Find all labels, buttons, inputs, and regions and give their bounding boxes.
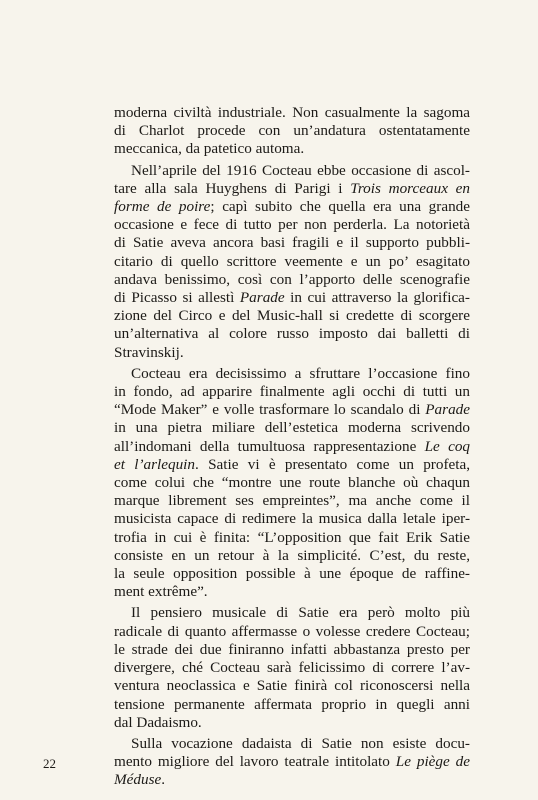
text-run: mento migliore del lavoro teatrale intitolato bbox=[114, 753, 396, 771]
paragraph bbox=[114, 104, 470, 159]
page-number: 22 bbox=[43, 756, 56, 771]
text-line bbox=[114, 456, 470, 474]
text-line bbox=[114, 583, 470, 601]
text-line bbox=[114, 162, 470, 180]
text-line bbox=[114, 696, 470, 714]
text-line bbox=[114, 325, 470, 343]
text-run: divergere, ché Cocteau sarà felicissimo di correre l’av- bbox=[114, 659, 470, 677]
text-line bbox=[114, 565, 470, 583]
text-line bbox=[114, 307, 470, 325]
text-run: meccanica, da patetico automa. bbox=[114, 140, 305, 158]
text-run: Cocteau era decisissimo a sfruttare l’occasione fino bbox=[131, 364, 470, 382]
text-run: consiste en un retour à la simplicité. C’est, du reste, bbox=[114, 546, 470, 564]
text-run: . Satie vi è presentato come un profeta, bbox=[195, 455, 471, 473]
text-run: in fondo, ad apparire finalmente agli occhi di tutti un bbox=[114, 383, 470, 401]
text-line bbox=[114, 677, 470, 695]
text-line bbox=[114, 253, 470, 271]
text-line bbox=[114, 365, 470, 383]
text-run: la seule opposition possible à une époque de raffine- bbox=[114, 565, 470, 583]
italic-text: Le coq bbox=[424, 437, 471, 455]
text-run: di Satie aveva ancora basi fragili e il supporto pubbli- bbox=[114, 234, 470, 252]
text-line bbox=[114, 383, 470, 401]
text-run: andava benissimo, così con l’apporto delle scenografie bbox=[114, 270, 470, 288]
text-line bbox=[114, 492, 470, 510]
text-line bbox=[114, 198, 470, 216]
text-line bbox=[114, 753, 470, 771]
text-run: tare alla sala Huyghens di Parigi i bbox=[114, 179, 351, 197]
text-line bbox=[114, 771, 470, 789]
text-line bbox=[114, 216, 470, 234]
text-line bbox=[114, 289, 470, 307]
text-run: ; capì subito che quella era una grande bbox=[210, 198, 470, 216]
text-line bbox=[114, 474, 470, 492]
italic-text: Méduse bbox=[114, 771, 162, 789]
body-text bbox=[114, 104, 470, 793]
text-run: ment extrême”. bbox=[114, 583, 208, 601]
text-run: come colui che “montre une route blanche où chaqun bbox=[114, 474, 470, 492]
paragraph bbox=[114, 162, 470, 362]
italic-text: Parade bbox=[425, 401, 470, 419]
text-run: in cui attraverso la glorifica- bbox=[284, 289, 470, 307]
text-run: Il pensiero musicale di Satie era però molto più bbox=[131, 604, 470, 622]
text-run: radicale di quanto affermasse o volesse credere Cocteau; bbox=[114, 622, 470, 640]
text-run: Sulla vocazione dadaista di Satie non esiste docu- bbox=[131, 734, 470, 752]
text-line bbox=[114, 529, 470, 547]
text-line bbox=[114, 659, 470, 677]
italic-text: forme de poire bbox=[114, 198, 211, 216]
text-run: le strade dei due finiranno infatti abbastanza presto per bbox=[114, 640, 470, 658]
italic-text: Trois morceaux en bbox=[350, 179, 470, 197]
text-line bbox=[114, 234, 470, 252]
text-run: un’alternativa al colore russo imposto dai balletti di bbox=[114, 325, 470, 343]
text-line bbox=[114, 623, 470, 641]
text-line bbox=[114, 104, 470, 122]
text-line bbox=[114, 510, 470, 528]
paragraph bbox=[114, 365, 470, 602]
text-run: ventura neoclassica e Satie finirà col riconoscersi nella bbox=[114, 677, 470, 695]
text-line bbox=[114, 438, 470, 456]
text-run: tensione permanente affermata proprio in quegli anni bbox=[114, 695, 470, 713]
text-run: moderna civiltà industriale. Non casualmente la sagoma bbox=[114, 104, 470, 121]
text-run: all’indomani della tumultuosa rappresentazione bbox=[114, 437, 425, 455]
text-line bbox=[114, 140, 470, 158]
text-line bbox=[114, 641, 470, 659]
text-line bbox=[114, 271, 470, 289]
paragraph bbox=[114, 604, 470, 731]
text-line bbox=[114, 180, 470, 198]
text-line bbox=[114, 714, 470, 732]
text-run: di Picasso si allestì bbox=[114, 289, 240, 307]
text-run: citario di quello scrittore veemente e un po’ esagitato bbox=[114, 252, 470, 270]
text-line bbox=[114, 401, 470, 419]
text-line bbox=[114, 604, 470, 622]
paragraph bbox=[114, 735, 470, 790]
text-run: zione del Circo e del Music-hall si credette di scorgere bbox=[114, 307, 470, 325]
text-run: in una pietra miliare dell’estetica moderna scrivendo bbox=[114, 419, 470, 437]
text-run: trofia in cui è finita: “L’opposition que fait Erik Satie bbox=[114, 528, 470, 546]
text-line bbox=[114, 344, 470, 362]
text-run: Nell’aprile del 1916 Cocteau ebbe occasione di ascol- bbox=[131, 161, 470, 179]
text-line bbox=[114, 735, 470, 753]
text-run: marque librement ses empreintes”, ma anche come il bbox=[114, 492, 470, 510]
text-run: Stravinskij. bbox=[114, 343, 184, 361]
italic-text: Le piège de bbox=[395, 753, 470, 771]
text-line bbox=[114, 419, 470, 437]
italic-text: et l’arlequin bbox=[114, 455, 195, 473]
text-run: occasione e fece di tutto per non perderla. La notorietà bbox=[114, 216, 470, 234]
text-run: “Mode Maker” e volle trasformare lo scandalo di bbox=[114, 401, 426, 419]
text-line bbox=[114, 547, 470, 565]
text-run: . bbox=[161, 771, 166, 789]
text-run: musicista capace di redimere la musica dalla letale iper- bbox=[114, 510, 470, 528]
text-line bbox=[114, 122, 470, 140]
text-run: dal Dadaismo. bbox=[114, 713, 202, 731]
italic-text: Parade bbox=[239, 289, 285, 307]
text-run: di Charlot procede con un’andatura ostentatamente bbox=[114, 122, 470, 140]
